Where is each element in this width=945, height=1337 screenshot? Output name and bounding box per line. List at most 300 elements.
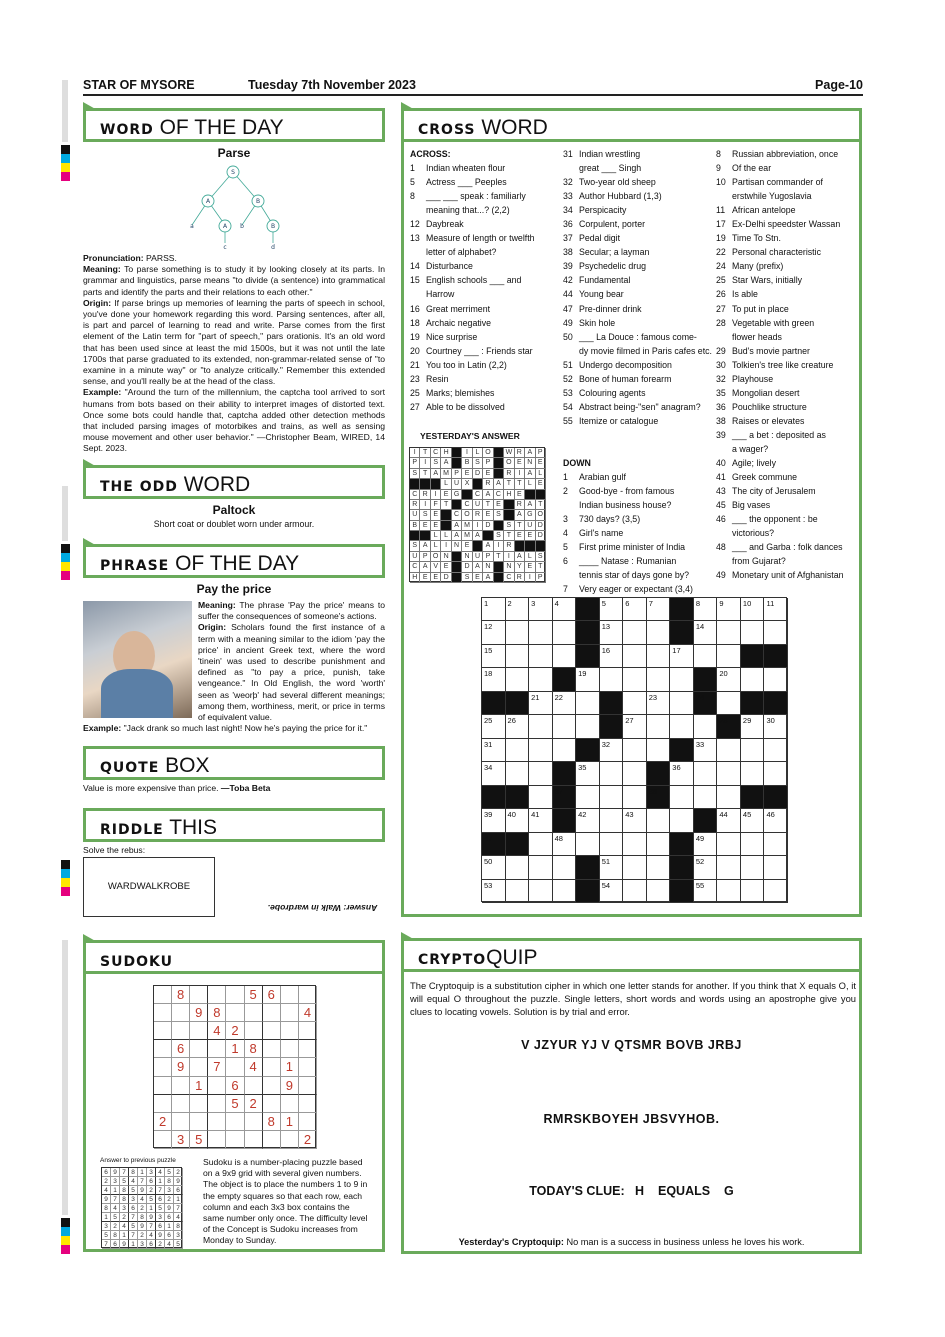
clue-number: 26 xyxy=(716,289,726,300)
sudoku-cell[interactable] xyxy=(190,1022,208,1040)
clue xyxy=(716,400,861,414)
answer-cell: P xyxy=(483,458,493,468)
crossword-cell[interactable] xyxy=(553,833,577,856)
crossword-cell[interactable] xyxy=(553,621,577,644)
cell-number: 40 xyxy=(507,810,516,820)
crossword-cell[interactable] xyxy=(506,715,530,738)
answer-cell: E xyxy=(441,562,451,572)
crossword-cell[interactable] xyxy=(482,598,506,621)
sudoku-cell[interactable] xyxy=(208,1131,226,1149)
sudoku-cell[interactable] xyxy=(263,1058,281,1076)
prev-sudoku-cell: 4 xyxy=(129,1177,138,1186)
sudoku-cell[interactable] xyxy=(172,1004,190,1022)
crossword-cell[interactable] xyxy=(647,692,671,715)
sudoku-cell[interactable] xyxy=(154,1004,172,1022)
crossword-cell[interactable] xyxy=(764,880,788,903)
sudoku-cell[interactable]: 8 xyxy=(208,1004,226,1022)
crossword-cell[interactable] xyxy=(623,739,647,762)
prev-sudoku-cell: 1 xyxy=(174,1195,183,1204)
sudoku-cell[interactable]: 5 xyxy=(190,1131,208,1149)
clue xyxy=(410,203,560,217)
clue-text: dy movie filmed in Paris cafes etc. xyxy=(579,345,712,356)
crossword-cell[interactable] xyxy=(647,880,671,903)
crossword-cell[interactable] xyxy=(741,668,765,691)
crossword-cell[interactable] xyxy=(647,621,671,644)
clue-text: Colouring agents xyxy=(579,387,646,398)
sudoku-cell[interactable] xyxy=(190,1058,208,1076)
crossword-cell[interactable] xyxy=(694,645,718,668)
prev-sudoku-cell: 7 xyxy=(138,1177,147,1186)
sudoku-cell[interactable] xyxy=(245,1131,263,1149)
crossword-cell[interactable] xyxy=(482,762,506,785)
sudoku-cell[interactable] xyxy=(263,1131,281,1149)
sudoku-cell[interactable] xyxy=(245,1113,263,1131)
answer-cell: S xyxy=(494,531,504,541)
crossword-cell[interactable] xyxy=(647,809,671,832)
sudoku-cell[interactable] xyxy=(208,986,226,1004)
clue-text: Of the ear xyxy=(732,163,772,174)
crossword-cell[interactable] xyxy=(764,598,788,621)
crossword-cell[interactable] xyxy=(623,621,647,644)
clue-number: 27 xyxy=(410,401,420,412)
crossword-cell[interactable] xyxy=(764,762,788,785)
crossword-cell[interactable] xyxy=(764,668,788,691)
crossword-cell[interactable] xyxy=(506,621,530,644)
crossword-cell[interactable] xyxy=(764,715,788,738)
crossword-cell[interactable] xyxy=(482,621,506,644)
crossword-cell[interactable] xyxy=(576,715,600,738)
crossword-cell[interactable] xyxy=(529,692,553,715)
crossword-cell[interactable] xyxy=(717,668,741,691)
crossword-cell[interactable] xyxy=(670,668,694,691)
crossword-cell[interactable] xyxy=(553,645,577,668)
sudoku-cell[interactable] xyxy=(299,986,317,1004)
crossword-cell[interactable] xyxy=(764,856,788,879)
sudoku-cell[interactable] xyxy=(190,986,208,1004)
crossword-cell[interactable] xyxy=(717,598,741,621)
crossword-cell[interactable] xyxy=(600,880,624,903)
prev-sudoku-cell: 3 xyxy=(102,1222,111,1231)
crossword-cell[interactable] xyxy=(576,809,600,832)
clue xyxy=(563,568,713,582)
crossword-cell[interactable] xyxy=(694,856,718,879)
phrase-example: Example: "Jack drank so much last night! Now he's paying the price for it." xyxy=(83,723,368,733)
answer-cell: E xyxy=(483,469,493,479)
sudoku-cell[interactable] xyxy=(281,1022,299,1040)
crossword-cell[interactable] xyxy=(764,621,788,644)
crossword-cell[interactable] xyxy=(553,692,577,715)
clue-number: 19 xyxy=(410,331,420,342)
sudoku-cell[interactable] xyxy=(226,1058,244,1076)
crossword-cell[interactable] xyxy=(506,880,530,903)
crossword-cell[interactable] xyxy=(623,668,647,691)
sudoku-cell[interactable]: 6 xyxy=(263,986,281,1004)
crossword-cell[interactable] xyxy=(553,856,577,879)
crossword-cell[interactable] xyxy=(576,833,600,856)
crossword-cell[interactable] xyxy=(647,668,671,691)
prev-sudoku-cell: 7 xyxy=(129,1213,138,1222)
sudoku-cell[interactable]: 1 xyxy=(190,1077,208,1095)
crossword-cell[interactable] xyxy=(647,856,671,879)
prev-sudoku-cell: 8 xyxy=(129,1168,138,1177)
sudoku-cell[interactable]: 2 xyxy=(226,1022,244,1040)
clue xyxy=(410,189,560,203)
sudoku-cell[interactable] xyxy=(299,1077,317,1095)
sudoku-cell[interactable] xyxy=(245,1022,263,1040)
crossword-cell[interactable] xyxy=(529,715,553,738)
crossword-cell[interactable] xyxy=(553,739,577,762)
crossword-cell[interactable] xyxy=(623,856,647,879)
sudoku-cell[interactable]: 4 xyxy=(208,1022,226,1040)
sudoku-cell[interactable] xyxy=(154,1131,172,1149)
crossword-cell[interactable] xyxy=(670,762,694,785)
crossword-cell[interactable] xyxy=(529,833,553,856)
sudoku-cell[interactable]: 8 xyxy=(263,1113,281,1131)
crossword-cell[interactable] xyxy=(694,786,718,809)
sudoku-cell[interactable] xyxy=(263,1095,281,1113)
sudoku-cell[interactable] xyxy=(172,1095,190,1113)
sudoku-cell[interactable]: 2 xyxy=(154,1113,172,1131)
crossword-cell[interactable] xyxy=(741,762,765,785)
crossword-cell[interactable] xyxy=(741,715,765,738)
clue xyxy=(716,217,861,231)
crossword-cell[interactable] xyxy=(717,809,741,832)
sudoku-cell[interactable] xyxy=(226,1131,244,1149)
crossword-cell[interactable] xyxy=(553,715,577,738)
crossword-block xyxy=(764,645,788,668)
crossword-cell[interactable] xyxy=(506,598,530,621)
crossword-cell[interactable] xyxy=(623,880,647,903)
crossword-cell[interactable] xyxy=(670,786,694,809)
crossword-cell[interactable] xyxy=(600,856,624,879)
tree-node: S xyxy=(231,169,235,176)
crossword-cell[interactable] xyxy=(553,880,577,903)
sudoku-cell[interactable] xyxy=(154,1022,172,1040)
crossword-cell[interactable] xyxy=(764,809,788,832)
sudoku-cell[interactable] xyxy=(190,1113,208,1131)
clue xyxy=(410,217,560,231)
crossword-cell[interactable] xyxy=(600,621,624,644)
crossword-cell[interactable] xyxy=(506,856,530,879)
crossword-cell[interactable] xyxy=(694,762,718,785)
crossword-cell[interactable] xyxy=(717,833,741,856)
answer-cell: E xyxy=(515,458,525,468)
crossword-cell[interactable] xyxy=(600,645,624,668)
crossword-cell[interactable] xyxy=(764,833,788,856)
clue xyxy=(563,526,713,540)
crossword-cell[interactable] xyxy=(623,692,647,715)
sudoku-cell[interactable] xyxy=(226,1113,244,1131)
crossword-cell[interactable] xyxy=(482,739,506,762)
clue-number: 1 xyxy=(563,471,568,482)
answer-cell: P xyxy=(536,448,546,458)
sudoku-cell[interactable] xyxy=(172,1113,190,1131)
crossword-cell[interactable] xyxy=(506,762,530,785)
sudoku-cell[interactable] xyxy=(208,1113,226,1131)
crossword-cell[interactable] xyxy=(717,621,741,644)
cryptoquip-intro: The Cryptoquip is a substitution cipher in which one letter stands for another. If you think that X equals O, it will equal O throughout the puzzle. Single letters, short words and words using an apostrophe give you clues to locating vowels. Solution is by trial and error. xyxy=(410,980,856,1018)
clue-number: 39 xyxy=(563,261,573,272)
crossword-cell[interactable] xyxy=(623,809,647,832)
crossword-cell[interactable] xyxy=(529,786,553,809)
sudoku-cell[interactable]: 6 xyxy=(226,1077,244,1095)
sudoku-cell[interactable] xyxy=(208,1040,226,1058)
sudoku-cell[interactable]: 4 xyxy=(245,1058,263,1076)
clue-number: 37 xyxy=(563,233,573,244)
crossword-cell[interactable] xyxy=(623,833,647,856)
crossword-cell[interactable] xyxy=(529,809,553,832)
sudoku-cell[interactable] xyxy=(281,1131,299,1149)
sudoku-cell[interactable] xyxy=(226,1004,244,1022)
crossword-cell[interactable] xyxy=(576,762,600,785)
crossword-cell[interactable] xyxy=(694,833,718,856)
sudoku-cell[interactable] xyxy=(299,1040,317,1058)
crossword-cell[interactable] xyxy=(553,598,577,621)
answer-cell: P xyxy=(483,552,493,562)
cell-number: 21 xyxy=(531,692,540,702)
sudoku-cell[interactable]: 1 xyxy=(281,1113,299,1131)
quote-text: Value is more expensive than price. —Toba Beta xyxy=(83,783,271,793)
crossword-cell[interactable] xyxy=(741,621,765,644)
sudoku-cell[interactable] xyxy=(263,1040,281,1058)
sudoku-cell[interactable]: 8 xyxy=(245,1040,263,1058)
clue-text: Pedal digit xyxy=(579,233,621,244)
sudoku-cell[interactable] xyxy=(281,1040,299,1058)
sudoku-cell[interactable]: 9 xyxy=(281,1077,299,1095)
crossword-cell[interactable] xyxy=(623,598,647,621)
clue xyxy=(716,526,861,540)
crossword-cell[interactable] xyxy=(529,856,553,879)
crossword-cell[interactable] xyxy=(506,739,530,762)
crossword-cell[interactable] xyxy=(694,621,718,644)
sudoku-cell[interactable]: 7 xyxy=(208,1058,226,1076)
answer-cell: S xyxy=(410,541,420,551)
sudoku-grid[interactable] xyxy=(153,985,316,1148)
clue-number: 38 xyxy=(563,247,573,258)
sudoku-cell[interactable] xyxy=(263,1004,281,1022)
sudoku-cell[interactable] xyxy=(208,1077,226,1095)
sudoku-cell[interactable] xyxy=(154,1095,172,1113)
answer-cell: U xyxy=(410,552,420,562)
sudoku-cell[interactable] xyxy=(299,1113,317,1131)
sudoku-cell[interactable] xyxy=(299,1058,317,1076)
crossword-cell[interactable] xyxy=(670,715,694,738)
crossword-cell[interactable] xyxy=(717,739,741,762)
crossword-cell[interactable] xyxy=(600,809,624,832)
sudoku-cell[interactable] xyxy=(281,986,299,1004)
prev-sudoku-cell: 9 xyxy=(174,1177,183,1186)
answer-cell: N xyxy=(504,562,514,572)
clue xyxy=(716,456,861,470)
color-registration-marks xyxy=(61,145,70,181)
cryptoquip-clue: TODAY'S CLUE: H EQUALS G xyxy=(529,1184,734,1198)
sudoku-cell[interactable]: 1 xyxy=(226,1040,244,1058)
crossword-cell[interactable] xyxy=(741,856,765,879)
sudoku-cell[interactable]: 9 xyxy=(190,1004,208,1022)
crossword-cell[interactable] xyxy=(600,668,624,691)
clue-text: meaning that...? (2,2) xyxy=(426,205,510,216)
crossword-cell[interactable] xyxy=(670,692,694,715)
answer-cell: R xyxy=(410,500,420,510)
sudoku-cell[interactable] xyxy=(172,1022,190,1040)
sudoku-cell[interactable]: 2 xyxy=(299,1131,317,1149)
crossword-cell[interactable] xyxy=(741,880,765,903)
crossword-cell[interactable] xyxy=(647,739,671,762)
crossword-cell[interactable] xyxy=(482,856,506,879)
clue xyxy=(716,372,861,386)
prev-sudoku-grid xyxy=(101,1167,182,1248)
crossword-block xyxy=(482,786,506,809)
crossword-block xyxy=(553,809,577,832)
crossword-cell[interactable] xyxy=(717,856,741,879)
answer-block xyxy=(420,479,430,489)
sudoku-cell[interactable]: 6 xyxy=(172,1040,190,1058)
sudoku-cell[interactable]: 9 xyxy=(172,1058,190,1076)
crossword-cell[interactable] xyxy=(623,762,647,785)
crossword-cell[interactable] xyxy=(529,668,553,691)
answer-cell: I xyxy=(515,469,525,479)
crossword-cell[interactable] xyxy=(694,598,718,621)
sudoku-cell[interactable]: 2 xyxy=(245,1095,263,1113)
crossword-cell[interactable] xyxy=(647,833,671,856)
crossword-cell[interactable] xyxy=(529,762,553,785)
clue xyxy=(410,358,560,372)
sudoku-cell[interactable] xyxy=(263,1022,281,1040)
answer-cell: C xyxy=(410,562,420,572)
sudoku-cell[interactable] xyxy=(299,1022,317,1040)
sudoku-cell[interactable] xyxy=(190,1040,208,1058)
crossword-cell[interactable] xyxy=(576,786,600,809)
crossword-cell[interactable] xyxy=(623,715,647,738)
clue-number: 40 xyxy=(716,458,726,469)
answer-cell: T xyxy=(420,469,430,479)
crossword-cell[interactable] xyxy=(670,645,694,668)
sudoku-cell[interactable] xyxy=(263,1077,281,1095)
crossword-cell[interactable] xyxy=(717,645,741,668)
crossword-cell[interactable] xyxy=(529,598,553,621)
sudoku-cell[interactable]: 3 xyxy=(172,1131,190,1149)
crossword-cell[interactable] xyxy=(717,692,741,715)
sudoku-cell[interactable]: 1 xyxy=(281,1058,299,1076)
crossword-cell[interactable] xyxy=(623,645,647,668)
cell-number: 7 xyxy=(648,599,653,608)
sudoku-cell[interactable] xyxy=(190,1095,208,1113)
crossword-block xyxy=(576,598,600,621)
crossword-cell[interactable] xyxy=(600,762,624,785)
crossword-cell[interactable] xyxy=(717,762,741,785)
crossword-cell[interactable] xyxy=(482,715,506,738)
sudoku-cell[interactable] xyxy=(154,1077,172,1095)
crossword-cell[interactable] xyxy=(670,809,694,832)
sudoku-cell[interactable] xyxy=(208,1095,226,1113)
answer-cell: N xyxy=(462,552,472,562)
clue-number: 15 xyxy=(410,275,420,286)
sudoku-cell[interactable]: 5 xyxy=(245,986,263,1004)
crossword-cell[interactable] xyxy=(576,668,600,691)
sudoku-cell[interactable] xyxy=(299,1095,317,1113)
sudoku-cell[interactable] xyxy=(245,1077,263,1095)
answer-cell: G xyxy=(525,510,535,520)
sudoku-cell[interactable] xyxy=(154,1058,172,1076)
crossword-block xyxy=(647,762,671,785)
answer-cell: U xyxy=(525,521,535,531)
odd-word-title: THE ODD WORD xyxy=(83,465,385,499)
crossword-block xyxy=(670,856,694,879)
crossword-cell[interactable] xyxy=(482,880,506,903)
crossword-cell[interactable] xyxy=(506,645,530,668)
sudoku-cell[interactable] xyxy=(245,1004,263,1022)
answer-cell: U xyxy=(452,479,462,489)
sudoku-cell[interactable]: 4 xyxy=(299,1004,317,1022)
crossword-cell[interactable] xyxy=(529,880,553,903)
crossword-cell[interactable] xyxy=(529,621,553,644)
crossword-cell[interactable] xyxy=(741,809,765,832)
clue-text: Pre-dinner drink xyxy=(579,303,642,314)
crossword-cell[interactable] xyxy=(741,833,765,856)
crossword-cell[interactable] xyxy=(647,645,671,668)
clue-text: Indian wheaten flour xyxy=(426,163,506,174)
crossword-cell[interactable] xyxy=(741,739,765,762)
answer-cell: E xyxy=(462,541,472,551)
crossword-cell[interactable] xyxy=(482,645,506,668)
sudoku-cell[interactable] xyxy=(281,1004,299,1022)
crossword-cell[interactable] xyxy=(529,739,553,762)
crossword-cell[interactable] xyxy=(529,645,553,668)
sudoku-cell[interactable] xyxy=(172,1077,190,1095)
sudoku-cell[interactable] xyxy=(226,986,244,1004)
crossword-cell[interactable] xyxy=(576,692,600,715)
crossword-cell[interactable] xyxy=(647,598,671,621)
clue xyxy=(716,189,861,203)
crossword-cell[interactable] xyxy=(600,833,624,856)
crossword-cell[interactable] xyxy=(623,786,647,809)
answer-cell: O xyxy=(504,458,514,468)
crossword-cell[interactable] xyxy=(717,786,741,809)
crossword-cell[interactable] xyxy=(506,809,530,832)
clue-number: 12 xyxy=(410,219,420,230)
word-of-day-title: WORD OF THE DAY xyxy=(83,108,385,142)
answer-cell: D xyxy=(441,573,451,583)
crossword-cell[interactable] xyxy=(717,880,741,903)
crossword-cell[interactable] xyxy=(482,809,506,832)
sudoku-cell[interactable] xyxy=(154,1040,172,1058)
crossword-cell[interactable] xyxy=(600,598,624,621)
prev-sudoku-cell: 9 xyxy=(111,1168,120,1177)
clue-number: 8 xyxy=(716,149,721,159)
crossword-cell[interactable] xyxy=(694,715,718,738)
sudoku-cell[interactable] xyxy=(281,1095,299,1113)
clue xyxy=(716,442,861,456)
clue-number: 25 xyxy=(410,387,420,398)
crossword-cell[interactable] xyxy=(482,668,506,691)
crossword-cell[interactable] xyxy=(647,715,671,738)
sudoku-cell[interactable] xyxy=(154,986,172,1004)
crossword-cell[interactable] xyxy=(694,739,718,762)
sudoku-cell[interactable]: 5 xyxy=(226,1095,244,1113)
clue xyxy=(716,316,861,330)
clue-number: 1 xyxy=(410,163,415,174)
clue-text: Disturbance xyxy=(426,261,473,272)
crossword-cell[interactable] xyxy=(764,739,788,762)
crossword-grid[interactable] xyxy=(481,597,787,902)
crossword-cell[interactable] xyxy=(741,598,765,621)
crossword-cell[interactable] xyxy=(600,786,624,809)
prev-sudoku-cell: 4 xyxy=(147,1231,156,1240)
crossword-cell[interactable] xyxy=(600,739,624,762)
crossword-cell[interactable] xyxy=(694,880,718,903)
sudoku-cell[interactable]: 8 xyxy=(172,986,190,1004)
crossword-cell[interactable] xyxy=(506,668,530,691)
